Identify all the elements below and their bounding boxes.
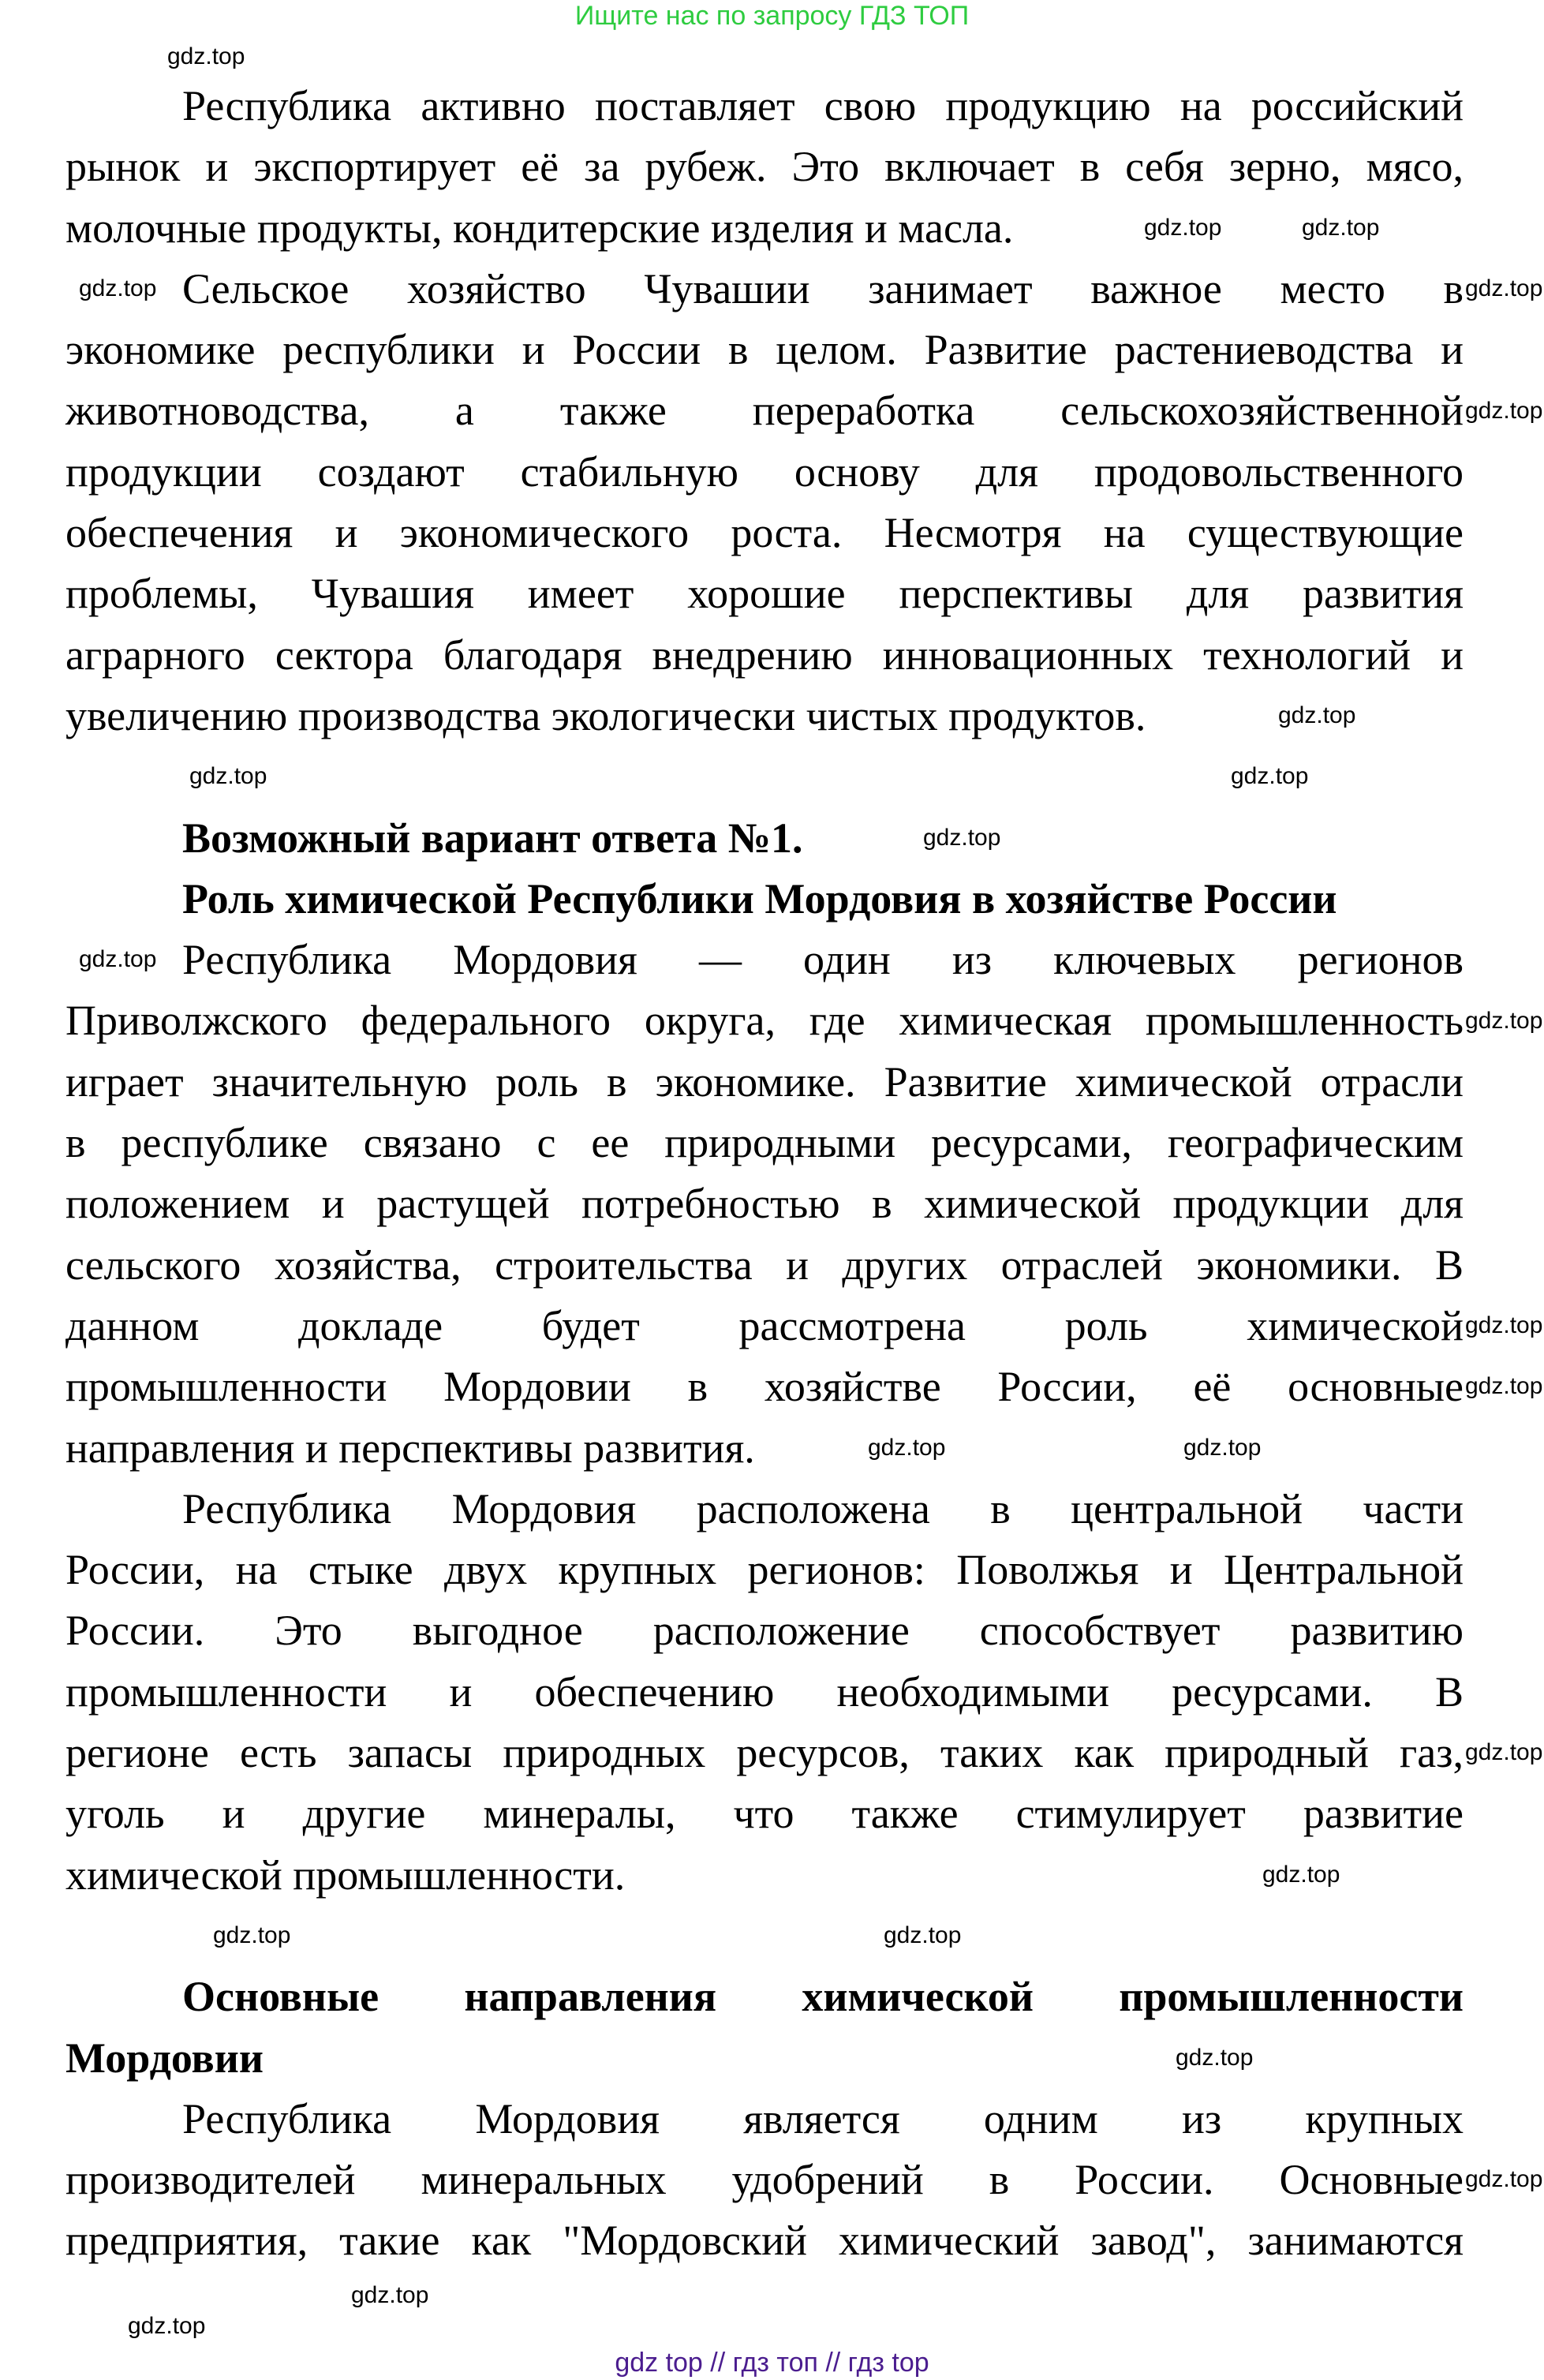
text-line: Республика Мордовия — один из ключевых регионов <box>182 936 1464 984</box>
gdz-watermark: gdz.top <box>1262 1862 1340 1888</box>
text-line: увеличению производства экологически чистых продуктов. <box>65 691 1146 739</box>
gdz-watermark: gdz.top <box>79 275 157 301</box>
footer-links: gdz top // гдз топ // гдз top <box>615 2348 929 2378</box>
text-line: проблемы, Чувашия имеет хорошие перспективы для развития <box>65 570 1464 618</box>
text-line: обеспечения и экономического роста. Несмотря на существующие <box>65 509 1464 557</box>
heading-line: Роль химической Республики Мордовия в хозяйстве России <box>182 874 1337 922</box>
heading-line: Возможный вариант ответа №1. <box>182 814 803 862</box>
text-line: России, на стыке двух крупных регионов: Поволжья и Центральной <box>65 1546 1464 1594</box>
search-banner: Ищите нас по запросу ГДЗ ТОП <box>574 1 970 31</box>
text-line: положением и растущей потребностью в химической продукции для <box>65 1180 1464 1228</box>
text-line: Республика Мордовия является одним из крупных <box>182 2094 1464 2142</box>
gdz-watermark: gdz.top <box>1231 763 1309 789</box>
text-line: рынок и экспортирует её за рубеж. Это включает в себя зерно, мясо, <box>65 143 1464 191</box>
text-line: химической промышленности. <box>65 1850 626 1899</box>
text-line: России. Это выгодное расположение способствует развитию <box>65 1607 1464 1655</box>
text-line: Сельское хозяйство Чувашии занимает важное место в <box>182 264 1464 312</box>
gdz-watermark: gdz.top <box>128 2313 206 2339</box>
gdz-watermark: gdz.top <box>167 43 245 69</box>
gdz-watermark: gdz.top <box>1465 2166 1543 2192</box>
gdz-watermark: gdz.top <box>1465 398 1543 424</box>
gdz-watermark: gdz.top <box>1183 1435 1262 1461</box>
text-line: играет значительную роль в экономике. Развитие химической отрасли <box>65 1057 1464 1106</box>
text-line: животноводства, а также переработка сельскохозяйственной <box>65 387 1464 435</box>
gdz-watermark: gdz.top <box>1278 702 1356 728</box>
text-line: промышленности и обеспечению необходимыми ресурсами. В <box>65 1667 1464 1716</box>
gdz-watermark: gdz.top <box>1144 215 1222 241</box>
gdz-watermark: gdz.top <box>1465 275 1543 301</box>
text-line: промышленности Мордовии в хозяйстве России, её основные <box>65 1363 1464 1411</box>
heading-line: Мордовии <box>65 2034 264 2082</box>
text-line: уголь и другие минералы, что также стимулирует развитие <box>65 1790 1464 1838</box>
text-line: производителей минеральных удобрений в России. Основные <box>65 2156 1464 2204</box>
text-line: экономике республики и России в целом. Развитие растениеводства и <box>65 326 1464 374</box>
text-line: молочные продукты, кондитерские изделия и масла. <box>65 204 1014 252</box>
gdz-watermark: gdz.top <box>189 763 267 789</box>
gdz-watermark: gdz.top <box>923 825 1001 851</box>
gdz-watermark: gdz.top <box>213 1922 291 1948</box>
heading-line: Основные направления химической промышленности <box>182 1973 1464 2021</box>
text-line: направления и перспективы развития. <box>65 1424 755 1472</box>
gdz-watermark: gdz.top <box>1465 1008 1543 1034</box>
text-line: Республика Мордовия расположена в центральной части <box>182 1484 1464 1532</box>
gdz-watermark: gdz.top <box>79 946 157 972</box>
gdz-watermark: gdz.top <box>884 1922 962 1948</box>
gdz-watermark: gdz.top <box>1465 1312 1543 1338</box>
gdz-watermark: gdz.top <box>351 2282 429 2308</box>
text-line: предприятия, такие как "Мордовский химический завод", занимаются <box>65 2217 1464 2265</box>
gdz-watermark: gdz.top <box>1465 1373 1543 1399</box>
text-line: сельского хозяйства, строительства и других отраслей экономики. В <box>65 1241 1464 1289</box>
gdz-watermark: gdz.top <box>1302 215 1380 241</box>
text-line: продукции создают стабильную основу для продовольственного <box>65 447 1464 496</box>
gdz-watermark: gdz.top <box>868 1435 946 1461</box>
text-line: аграрного сектора благодаря внедрению инновационных технологий и <box>65 631 1464 679</box>
text-line: Республика активно поставляет свою продукцию на российский <box>182 82 1464 129</box>
text-line: регионе есть запасы природных ресурсов, таких как природный газ, <box>65 1729 1464 1777</box>
text-line: в республике связано с ее природными ресурсами, географическим <box>65 1119 1464 1167</box>
gdz-watermark: gdz.top <box>1465 1739 1543 1765</box>
gdz-watermark: gdz.top <box>1176 2045 1254 2071</box>
text-line: Приволжского федерального округа, где химическая промышленность <box>65 997 1464 1045</box>
text-line: данном докладе будет рассмотрена роль химической <box>65 1301 1464 1349</box>
